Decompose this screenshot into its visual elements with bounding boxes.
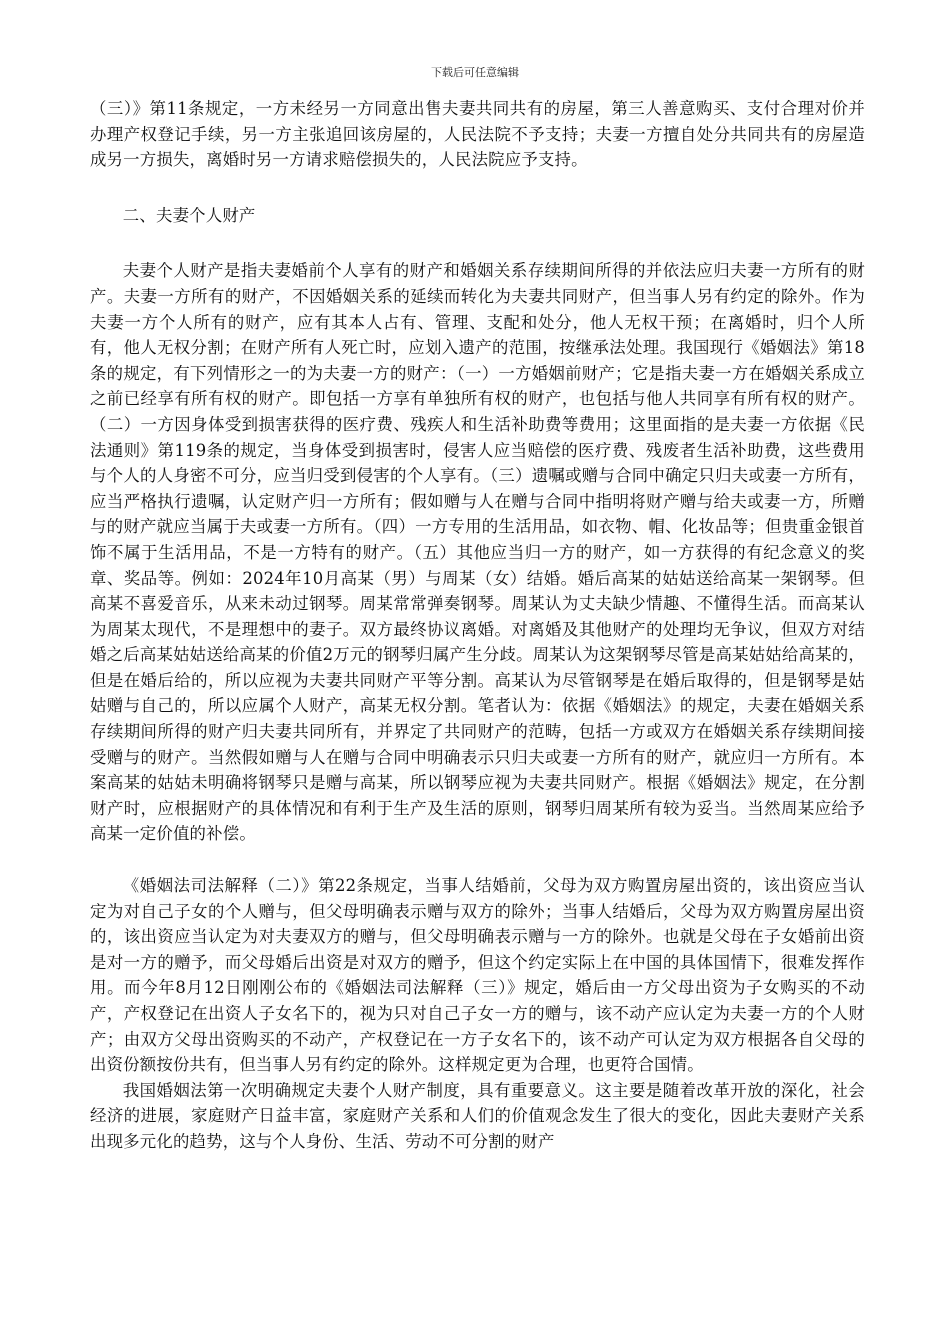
section-heading: 二、夫妻个人财产 [122, 205, 256, 225]
paragraph-judicial-interpretation: 《婚姻法司法解释（二）》第22条规定，当事人结婚前，父母为双方购置房屋出资的，该出资应当认定为对自己子女的个人赠与，但父母明确表示赠与双方的除外；当事人结婚后，父母为双方购置房屋出资的，该出资应当认定为对夫妻双方的赠与，但父母明确表示赠与一方的除外。也就是父母在子女婚前出资是对一方的赠予，而父母婚后出资是对双方的赠予，但这个约定实际上在中国的具体国情下，很难发挥作用。而今年8月12日刚刚公布的《婚姻法司法解释（三）》规定，婚后由一方父母出资为子女购买的不动产，产权登记在出资人子女名下的，视为只对自己子女一方的赠与，该不动产应认定为夫妻一方的个人财产；由双方父母出资购买的不动产，产权登记在一方子女名下的，该不动产可认定为双方根据各自父母的出资份额按份共有，但当事人另有约定的除外。这样规定更为合理，也更符合国情。 [90, 876, 865, 1075]
document-body [90, 96, 865, 1155]
paragraph-personal-property: 夫妻个人财产是指夫妻婚前个人享有的财产和婚姻关系存续期间所得的并依法应归夫妻一方所有的财产。夫妻一方所有的财产，不因婚姻关系的延续而转化为夫妻共同财产，但当事人另有约定的除外。作为夫妻一方个人所有的财产，应有其本人占有、管理、支配和处分，他人无权干预；在离婚时，归个人所有，他人无权分割；在财产所有人死亡时，应划入遗产的范围，按继承法处理。我国现行《婚姻法》第18条的规定，有下列情形之一的为夫妻一方的财产：（一）一方婚姻前财产；它是指夫妻一方在婚姻关系成立之前已经享有所有权的财产。即包括一方享有单独所有权的财产，也包括与他人共同享有所有权的财产。（二）一方因身体受到损害获得的医疗费、残疾人和生活补助费等费用；这里面指的是夫妻一方依据《民法通则》第119条的规定，当身体受到损害时，侵害人应当赔偿的医疗费、残废者生活补助费，这些费用与个人的人身密不可分，应当归受到侵害的个人享有。（三）遗嘱或赠与合同中确定只归夫或妻一方所有，应当严格执行遗嘱，认定财产归一方所有；假如赠与人在赠与合同中指明将财产赠与给夫或妻一方，所赠与的财产就应当属于夫或妻一方所有。（四）一方专用的生活用品，如衣物、帽、化妆品等；但贵重金银首饰不属于生活用品，不是一方特有的财产。（五）其他应当归一方的财产，如一方获得的有纪念意义的奖章、奖品等。例如：2024年10月高某（男）与周某（女）结婚。婚后高某的姑姑送给高某一架钢琴。但高某不喜爱音乐，从来未动过钢琴。周某常常弹奏钢琴。周某认为丈夫缺少情趣、不懂得生活。而高某认为周某太现代，不是理想中的妻子。双方最终协议离婚。对离婚及其他财产的处理均无争议，但双方对结婚之后高某姑姑送给高某的价值2万元的钢琴归属产生分歧。周某认为这架钢琴尽管是高某姑姑给高某的，但是在婚后给的，所以应视为夫妻共同财产平等分割。高某认为尽管钢琴是在婚后取得的，但是钢琴是姑姑赠与自己的，所以应属个人财产，高某无权分割。笔者认为：依据《婚姻法》的规定，夫妻在婚姻关系存续期间所得的财产归夫妻共同所有，并界定了共同财产的范畴，包括一方或双方在婚姻关系存续期间接受赠与的财产。当然假如赠与人在赠与合同中明确表示只归夫或妻一方所有的财产，就应归一方所有。本案高某的姑姑未明确将钢琴只是赠与高某，所以钢琴应视为夫妻共同财产。根据《婚姻法》规定，在分割财产时，应根据财产的具体情况和有利于生产及生活的原则，钢琴归周某所有较为妥当。当然周某应给予高某一定价值的补偿。 [90, 261, 865, 844]
paragraph-continuation: （三）》第11条规定，一方未经另一方同意出售夫妻共同共有的房屋，第三人善意购买、支付合理对价并办理产权登记手续，另一方主张追回该房屋的，人民法院不予支持；夫妻一方擅自处分共同共有的房屋造成另一方损失，离婚时另一方请求赔偿损失的，人民法院应予支持。 [90, 99, 865, 170]
paragraph-significance: 我国婚姻法第一次明确规定夫妻个人财产制度，具有重要意义。这主要是随着改革开放的深化，社会经济的进展，家庭财产日益丰富，家庭财产关系和人们的价值观念发生了很大的变化，因此夫妻财产关系出现多元化的趋势，这与个人身份、生活、劳动不可分割的财产 [90, 1080, 865, 1151]
page-header: 下载后可任意编辑 [431, 66, 519, 79]
